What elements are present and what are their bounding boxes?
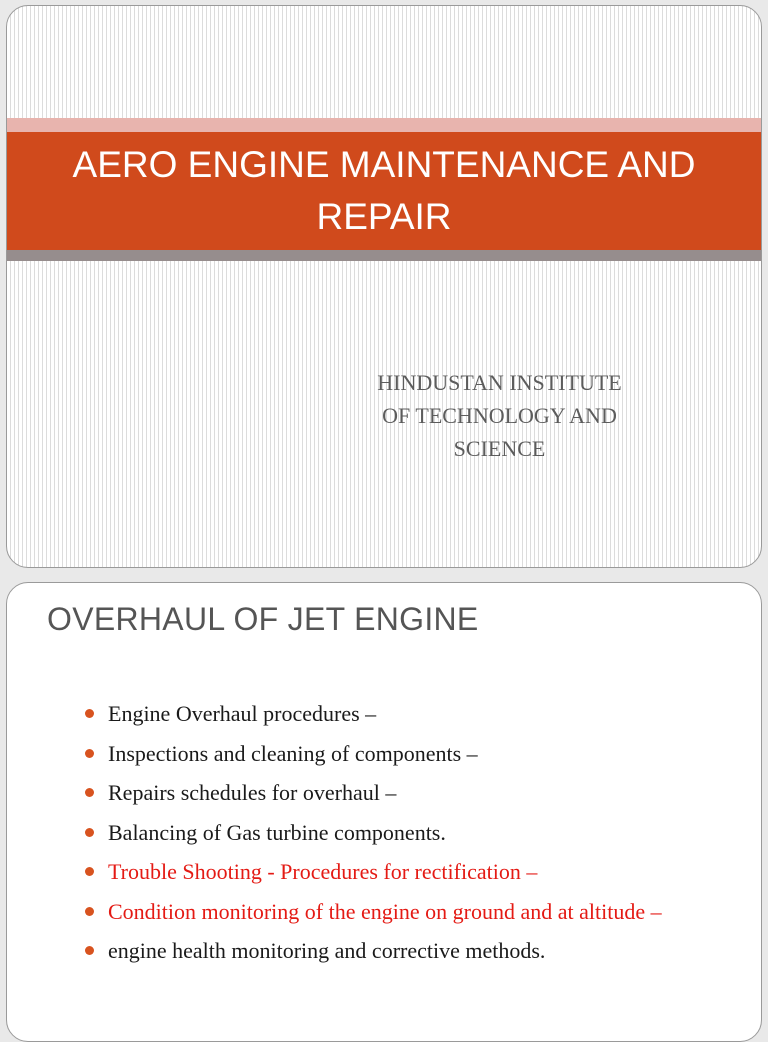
bullet-dot-icon	[85, 907, 94, 916]
bullet-item	[85, 896, 695, 928]
bullet-dot-icon	[85, 946, 94, 955]
accent-band-top	[7, 118, 761, 132]
institution-line: HINDUSTAN INSTITUTE	[377, 370, 622, 395]
bullet-text: Balancing of Gas turbine components.	[108, 819, 446, 845]
bullet-text: Trouble Shooting - Procedures for rectification –	[108, 859, 538, 884]
content-slide	[6, 582, 762, 1042]
bullet-list	[85, 698, 695, 975]
bullet-text: Repairs schedules for overhaul –	[108, 780, 397, 805]
bullet-dot-icon	[85, 867, 94, 876]
title-slide	[6, 5, 762, 568]
bullet-text: Engine Overhaul procedures –	[108, 701, 377, 726]
bullet-item	[85, 698, 695, 730]
institution-name	[347, 366, 652, 465]
bullet-text: Inspections and cleaning of components –	[108, 740, 478, 766]
bullet-item	[85, 817, 695, 849]
bullet-dot-icon	[85, 788, 94, 797]
bullet-text: engine health monitoring and corrective methods.	[108, 938, 546, 963]
bullet-item	[85, 777, 695, 809]
institution-line: OF TECHNOLOGY AND	[382, 403, 617, 428]
bullet-dot-icon	[85, 709, 94, 718]
bullet-dot-icon	[85, 828, 94, 837]
title-band	[7, 132, 761, 250]
bullet-item	[85, 738, 695, 770]
institution-line: SCIENCE	[453, 436, 546, 461]
slide-heading: OVERHAUL OF JET ENGINE	[47, 601, 479, 637]
bullet-dot-icon	[85, 749, 94, 758]
bullet-text: Condition monitoring of the engine on ground and at altitude –	[108, 898, 662, 924]
accent-band-bottom	[7, 250, 761, 261]
slide-title: AERO ENGINE MAINTENANCE AND REPAIR	[72, 144, 696, 237]
bullet-item	[85, 935, 695, 967]
bullet-item	[85, 856, 695, 888]
